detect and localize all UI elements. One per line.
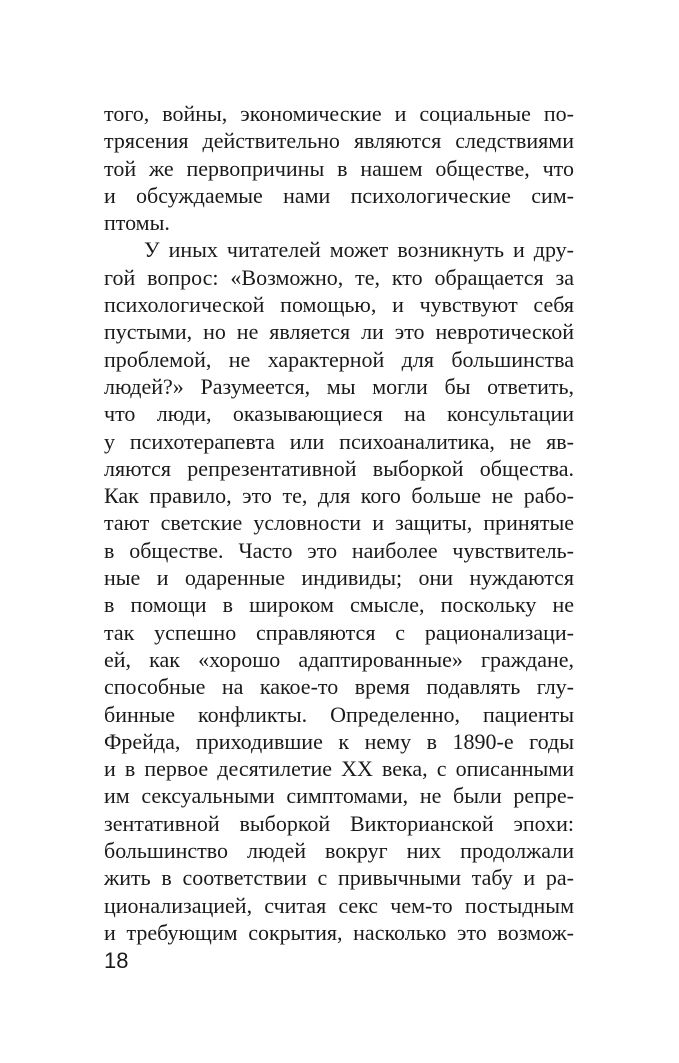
- text-line: ционализацией, считая секс чем-то постыдным: [104, 892, 574, 918]
- text-line: ляются репрезентативной выборкой общества.: [104, 455, 574, 481]
- text-line: того, войны, экономические и социальные по-: [104, 101, 574, 126]
- text-line: и требующим сокрытия, насколько это возмож-: [104, 919, 574, 945]
- text-line: тают светские условности и защиты, принятые: [104, 510, 574, 536]
- text-line: и в первое десятилетие XX века, с описанными: [104, 756, 574, 782]
- text-line: ные и одаренные индивиды; они нуждаются: [104, 565, 574, 591]
- text-line: жить в соответствии с привычными табу и ра-: [104, 865, 574, 891]
- text-line: зентативной выборкой Викторианской эпохи:: [104, 810, 574, 836]
- text-line: в помощи в широком смысле, поскольку не: [104, 592, 574, 618]
- text-line: психологической помощью, и чувствуют себя: [104, 292, 574, 318]
- text-line: большинство людей вокруг них продолжали: [104, 838, 574, 864]
- text-line: трясения действительно являются следствиями: [104, 128, 574, 154]
- text-line: ей, как «хорошо адаптированные» граждане,: [104, 646, 574, 672]
- text-line: в обществе. Часто это наиболее чувствитель-: [104, 537, 574, 563]
- body-text: [104, 100, 574, 946]
- text-line: что люди, оказывающиеся на консультации: [104, 401, 574, 427]
- text-line: гой вопрос: «Возможно, те, кто обращается за: [104, 264, 574, 290]
- text-line: пустыми, но не является ли это невротической: [104, 319, 574, 345]
- text-line: людей?» Разумеется, мы могли бы ответить,: [104, 373, 574, 399]
- text-line: проблемой, не характерной для большинства: [104, 346, 574, 372]
- text-line: бинные конфликты. Определенно, пациенты: [104, 701, 574, 727]
- text-line: У иных читателей может возникнуть и дру-: [144, 237, 574, 263]
- text-line: Как правило, это те, для кого больше не рабо-: [104, 483, 574, 509]
- text-line: Фрейда, приходившие к нему в 1890-е годы: [104, 728, 574, 754]
- text-line: у психотерапевта или психоаналитика, не яв-: [104, 428, 574, 454]
- text-line: и обсуждаемые нами психологические сим-: [104, 182, 574, 208]
- text-line: птомы.: [104, 210, 170, 236]
- text-line: им сексуальными симптомами, не были репре-: [104, 783, 574, 809]
- page-number: 18: [104, 948, 129, 973]
- text-line: той же первопричины в нашем обществе, что: [104, 155, 574, 181]
- text-line: способные на какое-то время подавлять глу-: [104, 674, 574, 700]
- text-line: так успешно справляются с рационализаци-: [104, 619, 574, 645]
